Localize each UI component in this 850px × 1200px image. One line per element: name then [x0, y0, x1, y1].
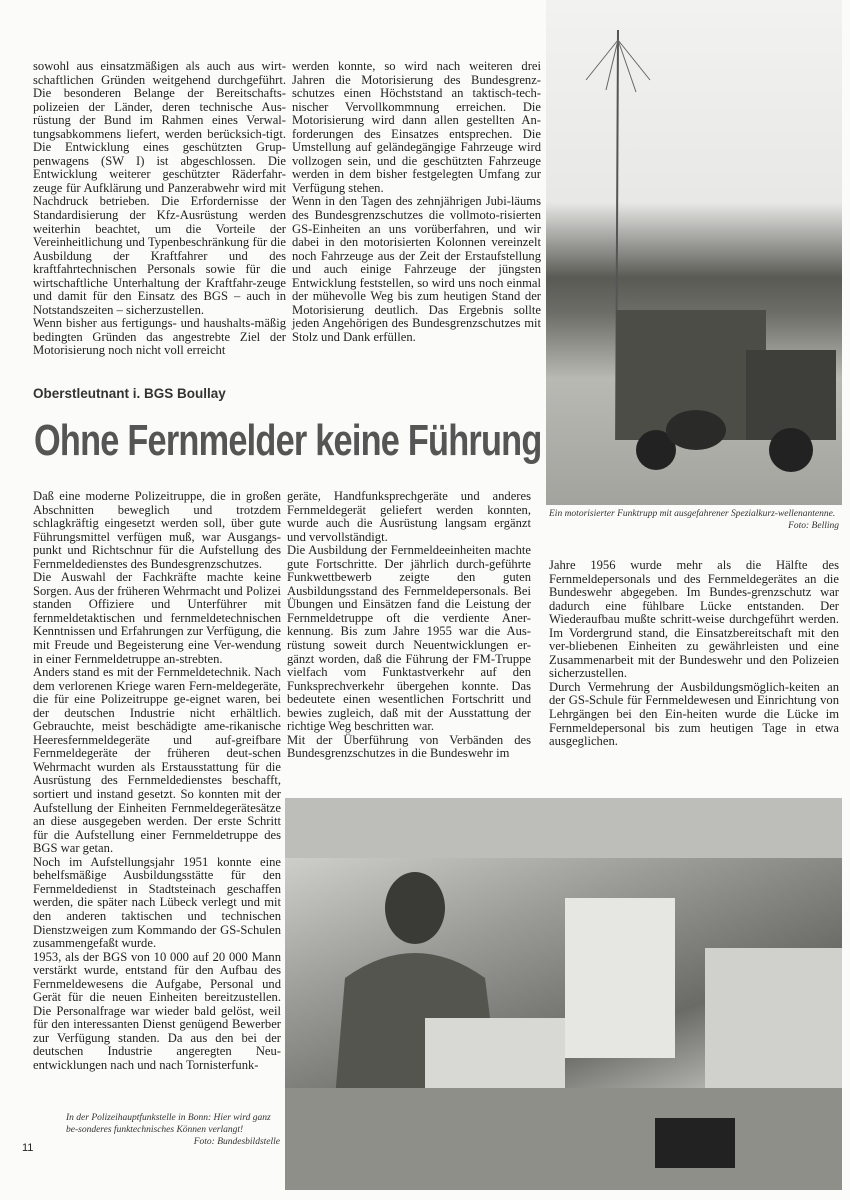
page-number: 11 [22, 1142, 34, 1154]
caption-text: In der Polizeihauptfunkstelle in Bonn: Hier wird ganz be-sonderes funktechnisches Können verlangt! [66, 1113, 271, 1135]
paragraph: Wenn bisher aus fertigungs- und haushalts-mäßig bedingten Gründen das angestrebte Ziel der Motorisierung noch nicht voll erreicht [33, 316, 286, 358]
photo-radio-truck [546, 0, 842, 505]
paragraph: geräte, Handfunksprechgeräte und anderes Fernmeldegerät geliefert werden konnten, wurde auch die Ausrüstung langsam ergänzt und vervollständigt. [287, 489, 531, 544]
paragraph: Die Auswahl der Fachkräfte machte keine Sorgen. Aus der früheren Wehrmacht und Polizei standen Offiziere und Unterführer mit fernmeldetaktischen und fernmeldetechnischen Kenntnissen und Erfahrungen zur Verfügung, die mit Freude und Begeisterung eine Ver-wendung in einer Fernmeldetruppe an-strebten. [33, 570, 281, 666]
paragraph: werden konnte, so wird nach weiteren drei Jahren die Motorisierung des Bundesgrenz-schutzes einen Höchststand an taktisch-tech-nischer Vervollkommnung erreichen. Die Motorisierung wird dann allen gestellten An-forderungen des Einsatzes entsprechen. Die Umstellung auf geländegängige Fahrzeuge wird vollzogen sein, und die geschützten Fahrzeuge werden in dem bisher festgelegten Umfang zur Verfügung stehen. [292, 59, 541, 195]
article-column-3 [549, 559, 839, 749]
radio-station-illustration [285, 798, 842, 1190]
paragraph: Mit der Überführung von Verbänden des Bundesgrenzschutzes in die Bundeswehr im [287, 732, 531, 761]
article-column-2 [287, 490, 531, 761]
photo-radio-station [285, 798, 842, 1190]
paragraph: Wenn in den Tagen des zehnjährigen Jubi-läums des Bundesgrenzschutzes die vollmoto-risierten GS-Einheiten an uns vorüberfahren, und wir dabei in den motorisierten Kolonnen vereinzelt noch Fahrzeuge aus der Zeit der Erstaufstellung und auch einige Fahrzeuge der jüngsten Entwicklung feststellen, so wird uns noch einmal der mühevolle Weg bis zum heutigen Stand der Motorisierung deutlich. Das Ergebnis sollte jeden Angehörigen des Bundesgrenzschutzes mit Stolz und Dank erfüllen. [292, 194, 541, 344]
radio-truck-illustration [546, 0, 842, 505]
paragraph: 1953, als der BGS von 10 000 auf 20 000 Mann verstärkt wurde, entstand für den Aufbau des Fernmeldewesens die Aufgabe, Personal und Gerät für die neuen Einheiten bereitzustellen. Die Personalfrage war wieder bald gelöst, weil für den interessanten Dienst genügend Bewerber zur Verfügung standen. Da aus den bei der deutschen Industrie angeregten Neu-entwicklungen nach und nach Tornisterfunk- [33, 949, 281, 1072]
paragraph: Daß eine moderne Polizeitruppe, die in großen Abschnitten beweglich und trotzdem schlagkräftig eingesetzt werden soll, über gute Führungsmittel verfügen muß, war Ausgangs-punkt und Richtschnur für die Aufstellung des Fernmeldedienstes des Bundesgrenzschutzes. [33, 489, 281, 571]
paragraph: Noch im Aufstellungsjahr 1951 konnte eine behelfsmäßige Ausbildungsstätte für den Fernmeldedienst in Stadtsteinach geschaffen werden, die später nach Lübeck verlegt und mit den anderen taktischen und technischen Dienstzweigen zum Kommando der GS-Schulen zusammengefaßt wurde. [33, 854, 281, 951]
photo-credit: Foto: Bundesbildstelle [193, 1137, 280, 1147]
article-title: Ohne Fernmelder keine Führung [34, 416, 542, 465]
article-column-1 [33, 490, 281, 1073]
caption-text: Ein motorisierter Funktrupp mit ausgefahrener Spezialkurz-wellenantenne. [549, 509, 836, 519]
top-column-2 [292, 60, 541, 344]
paragraph: Anders stand es mit der Fernmeldetechnik. Nach dem verlorenen Kriege waren Fern-meldegeräte, die für eine Polizeitruppe ge-eignet waren, bei der deutschen Industrie nicht erhältlich. Gebrauchte, meist beschädigte ame-rikanische Heeresfernmeldegeräte und auf-greifbare Fernmeldegeräte der früheren deut-schen Wehrmacht wurden als Erstausstattung für die Ausrüstung des Fernmeldedienstes beschafft, sortiert und instand gesetzt. So konnten mit der Aufstellung der Einheiten Fernmeldegerätesätze an diese ausgegeben werden. Der erste Schritt für die Aufstellung einer Fernmeldetruppe des BGS war getan. [33, 665, 281, 856]
article-author: Oberstleutnant i. BGS Boullay [33, 386, 226, 401]
photo-credit: Foto: Belling [788, 521, 839, 531]
paragraph: sowohl aus einsatzmäßigen als auch aus wirt-schaftlichen Gründen weitgehend durchgeführt. Die besonderen Belange der Bereitschafts-polizeien der Länder, deren technische Aus-rüstung der Bund im Rahmen eines Verwal-tungsabkommens liefert, werden berücksich-tigt. Die Entwicklung eines geschützten Grup-penwagens (SW I) ist abgeschlossen. Die Entwicklung weiterer geschützter Räderfahr-zeuge für Aufklärung und Panzerabwehr wird mit Nachdruck betrieben. Die Erfordernisse der Standardisierung der Kfz-Ausrüstung werden weiterhin beachtet, um die Vorteile der Vereinheitlichung und Typenbeschränkung für die Ausbildung der Kraftfahrer und des kraftfahrtechnischen Personals sowie für die wirtschaftliche Unterhaltung der Kraftfahr-zeuge und damit für den Einsatz des BGS – auch in Notstandszeiten – sicherzustellen. [33, 59, 286, 317]
paragraph: Durch Vermehrung der Ausbildungsmöglich-keiten an der GS-Schule für Fernmeldewesen und Einrichtung von Lehrgängen bei den Ein-heiten wurde die Lücke im Fernmeldepersonal bis zum heutigen Tage in etwa ausgeglichen. [549, 679, 839, 749]
top-column-1 [33, 60, 286, 358]
paragraph: Die Ausbildung der Fernmeldeeinheiten machte gute Fortschritte. Der jährlich durch-geführte Funkwettbewerb zeigte den guten Ausbildungsstand des Fernmeldepersonals. Bei Übungen und Einsätzen fand die Leistung der Fernmeldetruppe oft die verdiente Aner-kennung. Bis zum Jahre 1955 war die Aus-rüstung soweit durch Neuentwicklungen er-gänzt worden, daß die Führung der FM-Truppe vielfach vom Funktastverkehr auf den Funksprechverkehr übergehen konnte. Das bedeutete einen wesentlichen Fortschritt und bewies zugleich, daß mit der Ausstattung der richtige Weg beschritten war. [287, 543, 531, 734]
paragraph: Jahre 1956 wurde mehr als die Hälfte des Fernmeldepersonals und des Fernmeldegerätes an die Bundeswehr abgegeben. Im Bundes-grenzschutz war dadurch eine fühlbare Lücke entstanden. Der Wiederaufbau mußte schritt-weise durchgeführt werden. Im Vordergrund stand, die Einsatzbereitschaft mit den ver-bliebenen Einheiten zu gewährleisten und eine Zusammenarbeit mit der Bundeswehr und den Polizeien sicherzustellen. [549, 558, 839, 681]
top-photo-caption [549, 508, 839, 532]
bottom-photo-caption [66, 1112, 280, 1148]
